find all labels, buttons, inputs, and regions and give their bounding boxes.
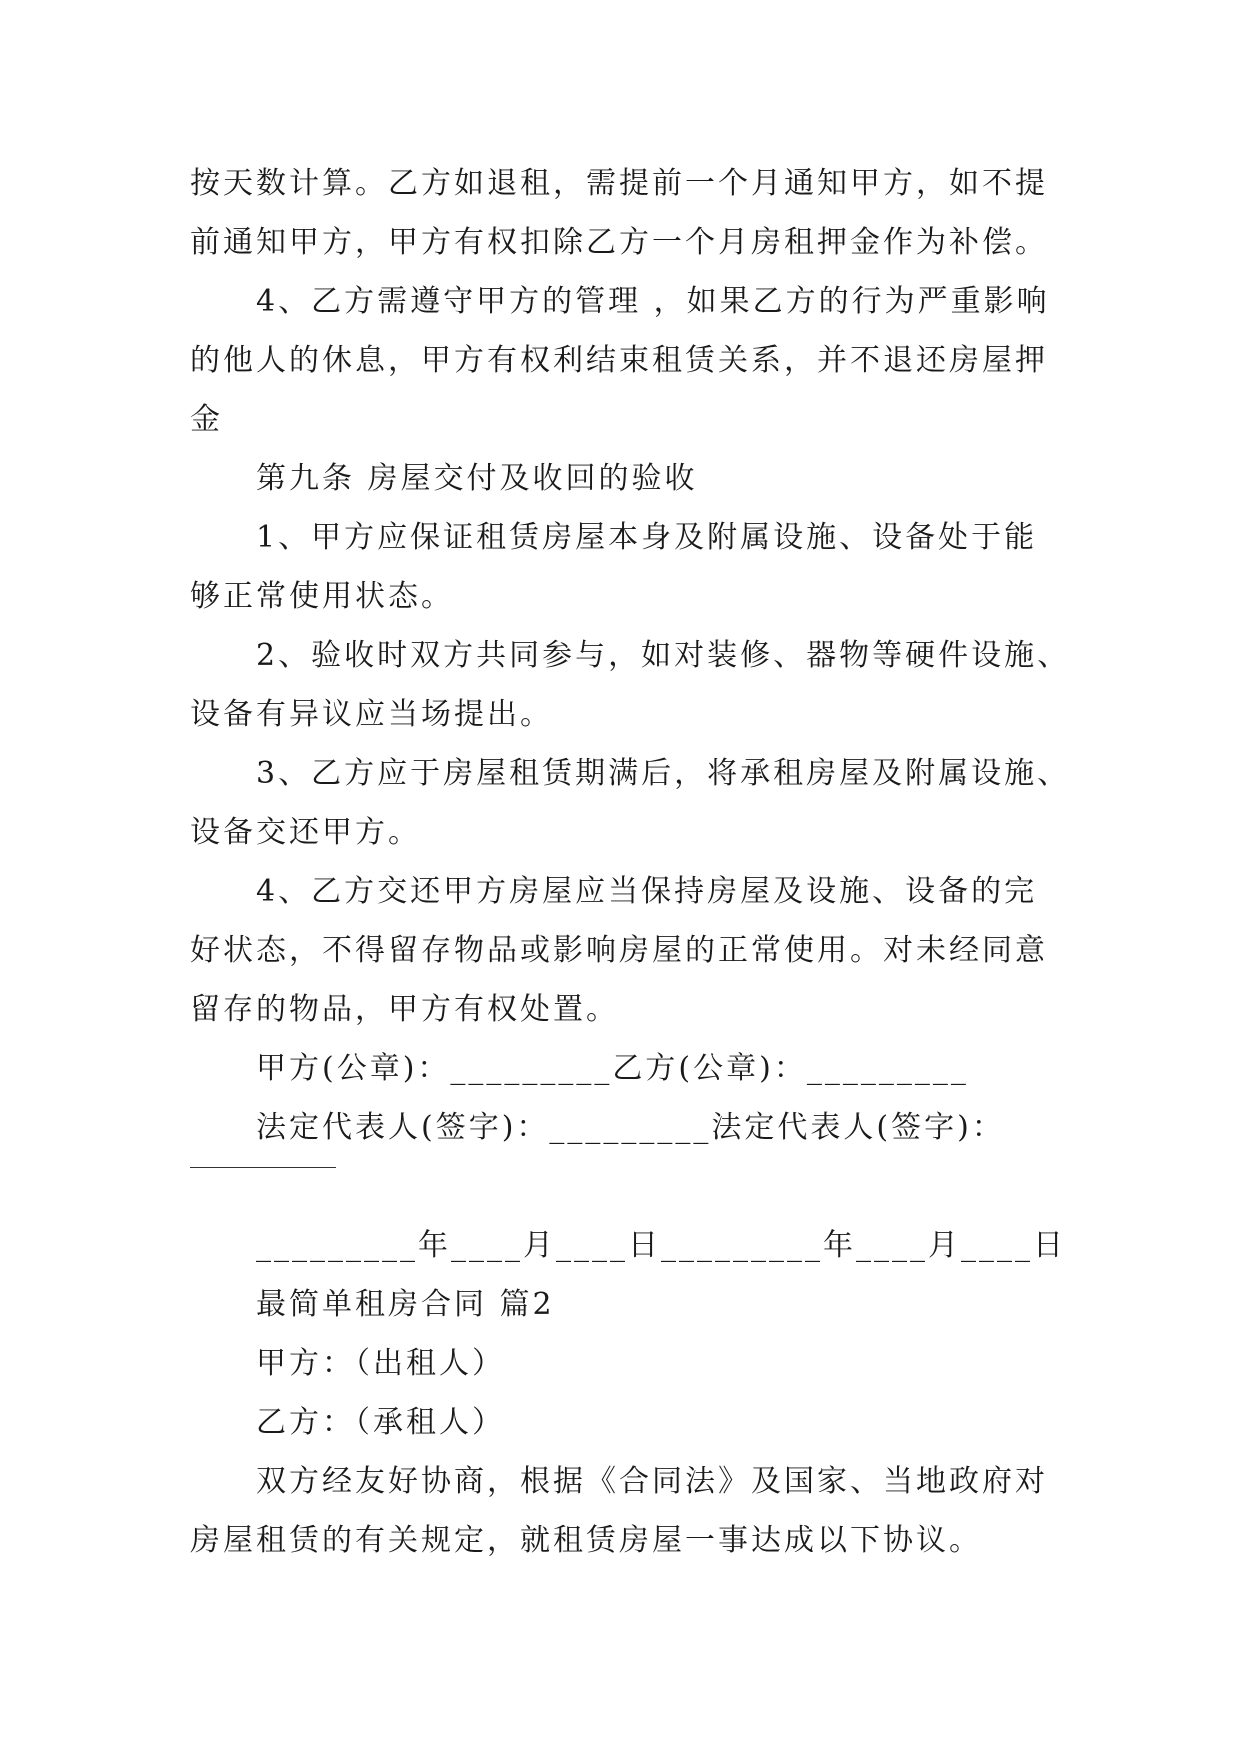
date-line: _________年____月____日_________年____月____日 <box>256 1228 1066 1263</box>
paragraph-line: 留存的物品，甲方有权处置。 <box>190 992 619 1027</box>
party-a-line: 甲方：（出租人） <box>256 1346 505 1381</box>
paragraph-line: 房屋租赁的有关规定，就租赁房屋一事达成以下协议。 <box>190 1523 982 1558</box>
paragraph-line: 好状态，不得留存物品或影响房屋的正常使用。对未经同意 <box>190 933 1048 968</box>
clause-item-4: 4、乙方需遵守甲方的管理 ，如果乙方的行为严重影响 <box>256 284 1050 319</box>
paragraph-line: 金 <box>190 402 223 437</box>
seal-line: 甲方(公章)：_________乙方(公章)：_________ <box>256 1051 969 1086</box>
signature-blank <box>190 1166 336 1168</box>
paragraph-line: 的他人的休息，甲方有权利结束租赁关系，并不退还房屋押 <box>190 343 1048 378</box>
party-b-line: 乙方：（承租人） <box>256 1405 505 1440</box>
paragraph-line: 够正常使用状态。 <box>190 579 454 614</box>
clause-item-4b: 4、乙方交还甲方房屋应当保持房屋及设施、设备的完 <box>256 874 1038 909</box>
clause-item-3: 3、乙方应于房屋租赁期满后，将承租房屋及附属设施、 <box>256 756 1071 791</box>
paragraph-line: 设备交还甲方。 <box>190 815 421 850</box>
article-heading: 第九条 房屋交付及收回的验收 <box>256 461 698 496</box>
paragraph-line: 设备有异议应当场提出。 <box>190 697 553 732</box>
signature-line: 法定代表人(签字)：_________法定代表人(签字)： <box>256 1110 1005 1145</box>
paragraph-line: 按天数计算。乙方如退租，需提前一个月通知甲方，如不提 <box>190 166 1048 201</box>
section-title: 最简单租房合同 篇2 <box>256 1287 555 1322</box>
paragraph-line: 双方经友好协商，根据《合同法》及国家、当地政府对 <box>256 1464 1048 1499</box>
paragraph-line: 前通知甲方，甲方有权扣除乙方一个月房租押金作为补偿。 <box>190 225 1048 260</box>
clause-item-1: 1、甲方应保证租赁房屋本身及附属设施、设备处于能 <box>256 520 1038 555</box>
clause-item-2: 2、验收时双方共同参与，如对装修、器物等硬件设施、 <box>256 638 1071 673</box>
